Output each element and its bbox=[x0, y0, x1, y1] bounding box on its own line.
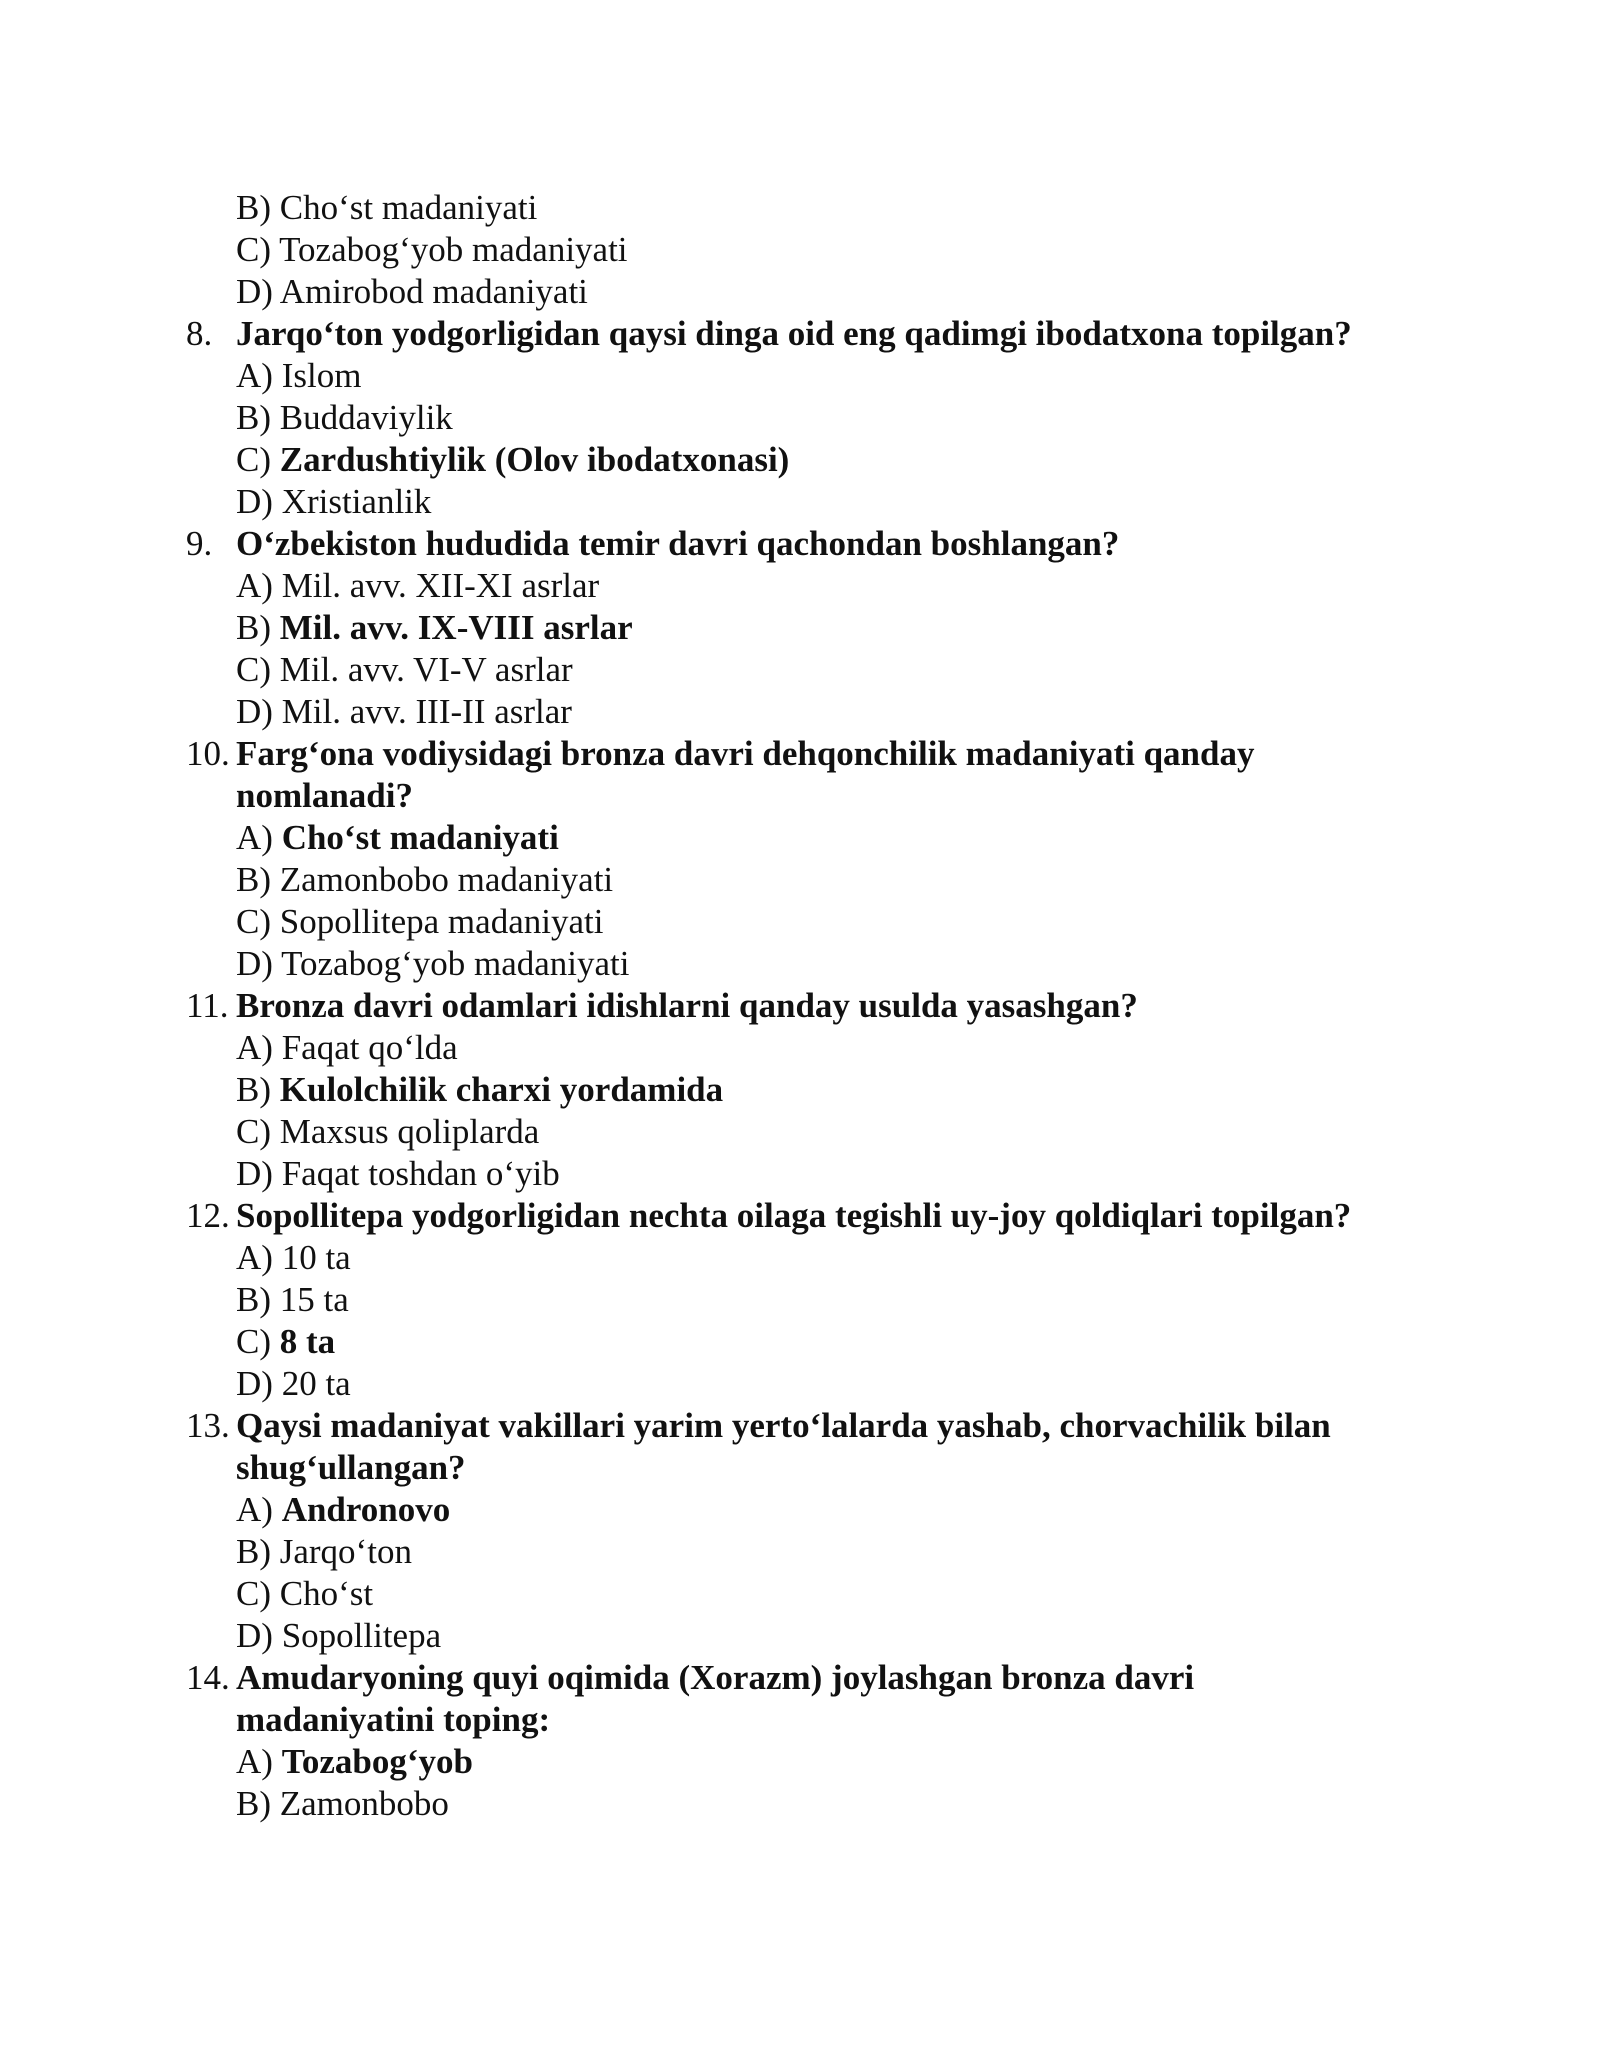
option-letter: A) bbox=[236, 1028, 273, 1067]
option-text: Sopollitepa bbox=[281, 1616, 442, 1655]
question-text-continued bbox=[186, 775, 1436, 817]
answer-option bbox=[186, 229, 1436, 271]
option-text: Zamonbobo bbox=[279, 1784, 449, 1823]
answer-option bbox=[186, 481, 1436, 523]
question-block bbox=[186, 1195, 1436, 1405]
option-letter: A) bbox=[236, 1490, 273, 1529]
question-line: Jarqo‘ton yodgorligidan qaysi dinga oid eng qadimgi ibodatxona topilgan? bbox=[236, 314, 1352, 353]
answer-option bbox=[186, 943, 1436, 985]
option-letter: C) bbox=[236, 440, 271, 479]
option-text: Cho‘st madaniyati bbox=[279, 188, 538, 227]
correct-answer-text: Zardushtiylik (Olov ibodatxonasi) bbox=[279, 440, 790, 479]
option-text: 10 ta bbox=[281, 1238, 351, 1277]
option-letter: D) bbox=[236, 692, 273, 731]
answer-option bbox=[186, 397, 1436, 439]
question-text bbox=[186, 1657, 1436, 1699]
quiz-content bbox=[186, 187, 1436, 1825]
option-text: Cho‘st bbox=[279, 1574, 374, 1613]
question-block bbox=[186, 985, 1436, 1195]
question-block bbox=[186, 313, 1436, 523]
question-number: 14. bbox=[186, 1658, 230, 1697]
option-text: Tozabog‘yob madaniyati bbox=[281, 944, 630, 983]
option-letter: B) bbox=[236, 1532, 271, 1571]
answer-option bbox=[186, 1489, 1436, 1531]
option-letter: A) bbox=[236, 1742, 273, 1781]
answer-option bbox=[186, 565, 1436, 607]
option-letter: B) bbox=[236, 608, 271, 647]
answer-option bbox=[186, 1069, 1436, 1111]
answer-option bbox=[186, 1741, 1436, 1783]
answer-option bbox=[186, 1573, 1436, 1615]
option-letter: D) bbox=[236, 944, 273, 983]
question-line: shug‘ullangan? bbox=[236, 1448, 466, 1487]
option-letter: B) bbox=[236, 1280, 271, 1319]
answer-option bbox=[186, 607, 1436, 649]
question-number: 11. bbox=[186, 986, 229, 1025]
question-line: madaniyatini toping: bbox=[236, 1700, 551, 1739]
answer-option bbox=[186, 271, 1436, 313]
option-text: Islom bbox=[281, 356, 362, 395]
option-text: Amirobod madaniyati bbox=[279, 272, 588, 311]
option-letter: B) bbox=[236, 860, 271, 899]
answer-option bbox=[186, 859, 1436, 901]
option-letter: B) bbox=[236, 1070, 271, 1109]
correct-answer-text: Andronovo bbox=[281, 1490, 451, 1529]
correct-answer-text: Mil. avv. IX-VIII asrlar bbox=[279, 608, 633, 647]
question-text bbox=[186, 1195, 1436, 1237]
correct-answer-text: Kulolchilik charxi yordamida bbox=[279, 1070, 724, 1109]
answer-option bbox=[186, 439, 1436, 481]
option-text: Faqat toshdan o‘yib bbox=[281, 1154, 560, 1193]
correct-answer-text: Tozabog‘yob bbox=[281, 1742, 473, 1781]
correct-answer-text: 8 ta bbox=[279, 1322, 336, 1361]
question-block bbox=[186, 1657, 1436, 1825]
answer-option bbox=[186, 1783, 1436, 1825]
answer-option bbox=[186, 1321, 1436, 1363]
option-text: 15 ta bbox=[279, 1280, 349, 1319]
answer-option bbox=[186, 1279, 1436, 1321]
option-text: Mil. avv. VI-V asrlar bbox=[279, 650, 573, 689]
answer-option bbox=[186, 817, 1436, 859]
answer-option bbox=[186, 1153, 1436, 1195]
answer-option bbox=[186, 1615, 1436, 1657]
question-number: 9. bbox=[186, 524, 213, 563]
option-letter: B) bbox=[236, 398, 271, 437]
question-number: 12. bbox=[186, 1196, 230, 1235]
answer-option bbox=[186, 355, 1436, 397]
question-block bbox=[186, 1405, 1436, 1657]
option-text: Maxsus qoliplarda bbox=[279, 1112, 540, 1151]
option-text: Faqat qo‘lda bbox=[281, 1028, 458, 1067]
option-letter: C) bbox=[236, 650, 271, 689]
question-number: 8. bbox=[186, 314, 213, 353]
answer-option bbox=[186, 1111, 1436, 1153]
option-letter: D) bbox=[236, 482, 273, 521]
option-text: Zamonbobo madaniyati bbox=[279, 860, 614, 899]
question-line: Farg‘ona vodiysidagi bronza davri dehqonchilik madaniyati qanday bbox=[236, 734, 1255, 773]
option-letter: C) bbox=[236, 1112, 271, 1151]
option-letter: A) bbox=[236, 566, 273, 605]
question-text-continued bbox=[186, 1699, 1436, 1741]
option-text: Mil. avv. XII-XI asrlar bbox=[281, 566, 600, 605]
question-line: Sopollitepa yodgorligidan nechta oilaga tegishli uy-joy qoldiqlari topilgan? bbox=[236, 1196, 1352, 1235]
question-line: Amudaryoning quyi oqimida (Xorazm) joylashgan bronza davri bbox=[236, 1658, 1195, 1697]
option-letter: D) bbox=[236, 1616, 273, 1655]
option-text: Buddaviylik bbox=[279, 398, 453, 437]
question-number: 13. bbox=[186, 1406, 230, 1445]
question-text bbox=[186, 733, 1436, 775]
question-line: O‘zbekiston hududida temir davri qachondan boshlangan? bbox=[236, 524, 1120, 563]
option-letter: D) bbox=[236, 272, 273, 311]
question-block bbox=[186, 523, 1436, 733]
answer-option bbox=[186, 649, 1436, 691]
question-text bbox=[186, 985, 1436, 1027]
option-text: Tozabog‘yob madaniyati bbox=[279, 230, 628, 269]
question-text bbox=[186, 523, 1436, 565]
option-letter: A) bbox=[236, 818, 273, 857]
option-text: 20 ta bbox=[281, 1364, 351, 1403]
answer-option bbox=[186, 901, 1436, 943]
option-text: Mil. avv. III-II asrlar bbox=[281, 692, 572, 731]
question-number: 10. bbox=[186, 734, 230, 773]
option-letter: A) bbox=[236, 1238, 273, 1277]
option-letter: D) bbox=[236, 1364, 273, 1403]
option-letter: C) bbox=[236, 1574, 271, 1613]
option-letter: D) bbox=[236, 1154, 273, 1193]
correct-answer-text: Cho‘st madaniyati bbox=[281, 818, 559, 857]
option-letter: C) bbox=[236, 230, 271, 269]
question-text-continued bbox=[186, 1447, 1436, 1489]
question-line: nomlanadi? bbox=[236, 776, 413, 815]
option-letter: C) bbox=[236, 902, 271, 941]
answer-option bbox=[186, 1027, 1436, 1069]
option-text: Jarqo‘ton bbox=[279, 1532, 412, 1571]
option-letter: C) bbox=[236, 1322, 271, 1361]
question-line: Bronza davri odamlari idishlarni qanday usulda yasashgan? bbox=[236, 986, 1138, 1025]
question-text bbox=[186, 313, 1436, 355]
answer-option bbox=[186, 1237, 1436, 1279]
question-line: Qaysi madaniyat vakillari yarim yerto‘lalarda yashab, chorvachilik bilan bbox=[236, 1406, 1331, 1445]
answer-option bbox=[186, 1531, 1436, 1573]
answer-option bbox=[186, 1363, 1436, 1405]
option-letter: B) bbox=[236, 188, 271, 227]
answer-option bbox=[186, 691, 1436, 733]
option-letter: A) bbox=[236, 356, 273, 395]
option-text: Xristianlik bbox=[281, 482, 432, 521]
option-letter: B) bbox=[236, 1784, 271, 1823]
option-text: Sopollitepa madaniyati bbox=[279, 902, 604, 941]
question-text bbox=[186, 1405, 1436, 1447]
question-block bbox=[186, 733, 1436, 985]
answer-option bbox=[186, 187, 1436, 229]
